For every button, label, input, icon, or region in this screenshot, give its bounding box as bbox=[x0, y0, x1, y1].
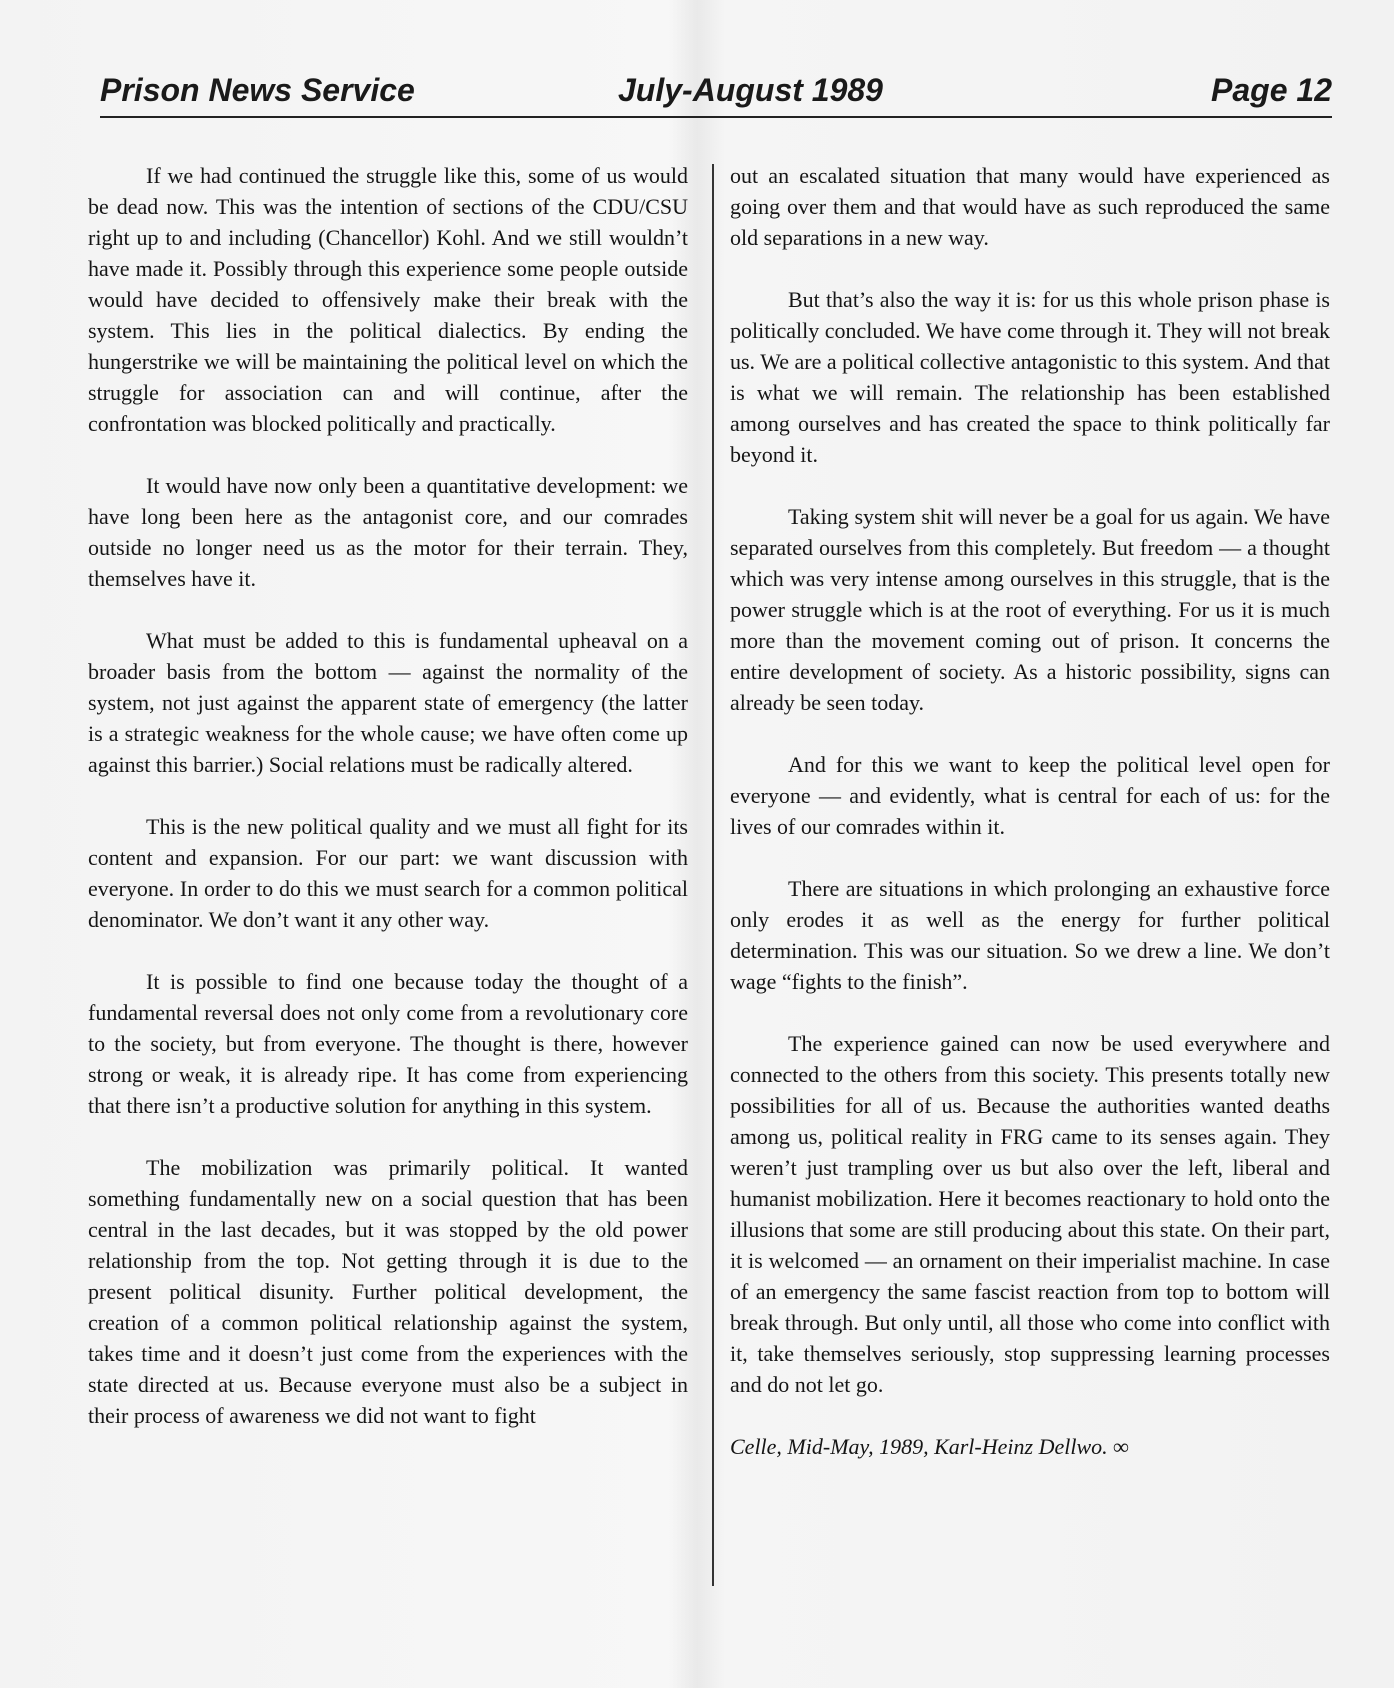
paragraph: If we had continued the struggle like this, some of us would be dead now. This was the intention of sections of the CDU/CSU right up to and including (Chancellor) Kohl. And we still wouldn’t have made it. Possibly through this experience some people outside would have decided to offensively make their break with the system. This lies in the political dialectics. By ending the hungerstrike we will be maintaining the political level on which the struggle for association can and will continue, after the confrontation was blocked politically and practically. bbox=[88, 163, 688, 436]
paragraph: It would have now only been a quantitative development: we have long been here as the antagonist core, and our comrades outside no longer need us as the motor for their terrain. They, themselves have it. bbox=[88, 473, 688, 591]
column-divider bbox=[712, 164, 714, 1586]
author-signature: Celle, Mid-May, 1989, Karl-Heinz Dellwo. ∞ bbox=[730, 1434, 1129, 1459]
left-column bbox=[88, 160, 688, 1462]
paragraph: This is the new political quality and we must all fight for its content and expansion. For our part: we want discussion with everyone. In order to do this we must search for a common political denominator. We don’t want it any other way. bbox=[88, 814, 688, 932]
paragraph: But that’s also the way it is: for us this whole prison phase is politically concluded. We have come through it. They will not break us. We are a political collective antagonistic to this system. And that is what we will remain. The relationship has been established among ourselves and has created the space to think politically far beyond it. bbox=[730, 287, 1330, 467]
paragraph: What must be added to this is fundamental upheaval on a broader basis from the bottom — against the normality of the system, not just against the apparent state of emergency (the latter is a strategic weakness for the whole cause; we have often come up against this barrier.) Social relations must be radically altered. bbox=[88, 628, 688, 777]
page-number: Page 12 bbox=[1211, 72, 1332, 108]
paragraph: The experience gained can now be used everywhere and connected to the others from this society. This presents totally new possibilities for all of us. Because the authorities wanted deaths among us, political reality in FRG came to its senses again. They weren’t just trampling over us but also over the left, liberal and humanist mobilization. Here it becomes reactionary to hold onto the illusions that some are still producing about this state. On their part, it is welcomed — an ornament on their imperialist machine. In case of an emergency the same fascist reaction from top to bottom will break through. But only until, all those who come into conflict with it, take themselves seriously, stop suppressing learning processes and do not let go. bbox=[730, 1031, 1330, 1397]
page-header bbox=[100, 70, 1332, 118]
paragraph: And for this we want to keep the political level open for everyone — and evidently, what is central for each of us: for the lives of our comrades within it. bbox=[730, 752, 1330, 839]
publication-name: Prison News Service bbox=[100, 72, 415, 108]
issue-date: July-August 1989 bbox=[618, 72, 883, 108]
paragraph: There are situations in which prolonging an exhaustive force only erodes it as well as the energy for further political determination. This was our situation. So we drew a line. We don’t wage “fights to the finish”. bbox=[730, 876, 1330, 994]
right-column bbox=[730, 160, 1330, 1493]
paragraph: It is possible to find one because today the thought of a fundamental reversal does not only come from a revolutionary core to the society, but from everyone. The thought is there, however strong or weak, it is already ripe. It has come from experiencing that there isn’t a productive solution for anything in this system. bbox=[88, 969, 688, 1118]
paragraph: Taking system shit will never be a goal for us again. We have separated ourselves from this completely. But freedom — a thought which was very intense among ourselves in this struggle, that is the power struggle which is at the root of everything. For us it is much more than the movement coming out of prison. It concerns the entire development of society. As a historic possibility, signs can already be seen today. bbox=[730, 504, 1330, 715]
paragraph-continuation: out an escalated situation that many would have experienced as going over them and that would have as such reproduced the same old separations in a new way. bbox=[730, 163, 1330, 250]
paragraph: The mobilization was primarily political. It wanted something fundamentally new on a social question that has been central in the last decades, but it was stopped by the old power relationship from the top. Not getting through it is due to the present political disunity. Further political development, the creation of a common political relationship against the system, takes time and it doesn’t just come from the experiences with the state directed at us. Because everyone must also be a subject in their process of awareness we did not want to fight bbox=[88, 1155, 688, 1428]
